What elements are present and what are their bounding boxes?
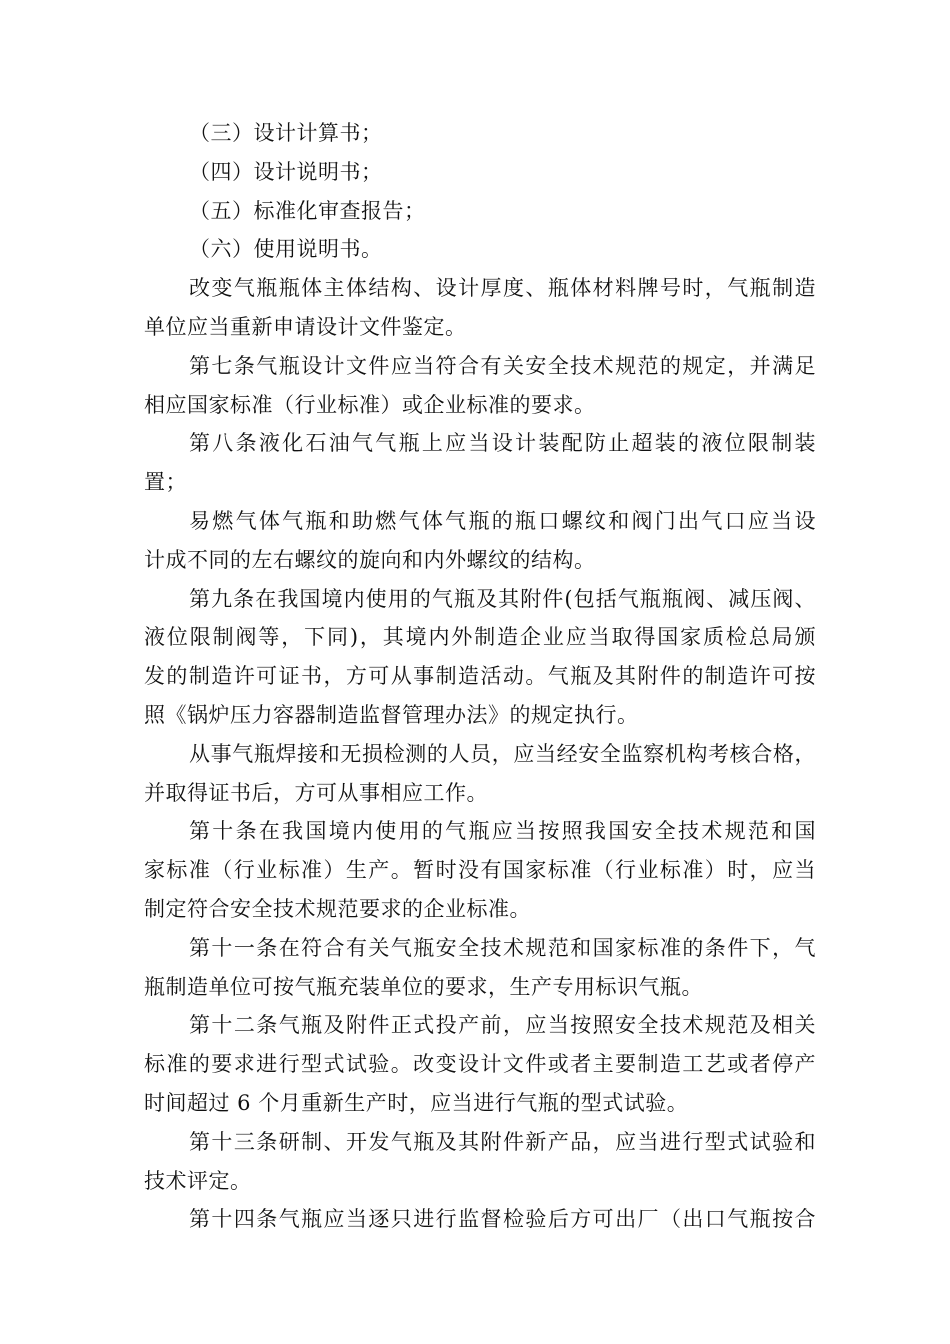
paragraph-line: 易燃气体气瓶和助燃气体气瓶的瓶口螺纹和阀门出气口应当设 — [189, 508, 816, 533]
paragraph-line: 单位应当重新申请设计文件鉴定。 — [144, 314, 467, 339]
article-9-line: 液位限制阀等，下同)，其境内外制造企业应当取得国家质检总局颁 — [144, 625, 816, 650]
list-item-design-calculation: （三）设计计算书； — [189, 121, 383, 145]
article-14-line: 第十四条气瓶应当逐只进行监督检验后方可出厂（出口气瓶按合 — [189, 1207, 816, 1232]
article-7-line: 第七条气瓶设计文件应当符合有关安全技术规范的规定，并满足 — [189, 353, 816, 378]
paragraph-line: 计成不同的左右螺纹的旋向和内外螺纹的结构。 — [144, 547, 596, 572]
article-9-line: 照《锅炉压力容器制造监督管理办法》的规定执行。 — [144, 702, 639, 727]
article-12-line: 标准的要求进行型式试验。改变设计文件或者主要制造工艺或者停产 — [144, 1052, 816, 1077]
article-9-line: 发的制造许可证书，方可从事制造活动。气瓶及其附件的制造许可按 — [144, 664, 816, 689]
article-13-line: 技术评定。 — [144, 1168, 252, 1193]
article-8-line: 置； — [144, 470, 187, 495]
article-11-line: 第十一条在符合有关气瓶安全技术规范和国家标准的条件下，气 — [189, 935, 816, 960]
article-11-line: 瓶制造单位可按气瓶充装单位的要求，生产专用标识气瓶。 — [144, 974, 703, 999]
list-item-design-description: （四）设计说明书； — [189, 159, 383, 184]
article-12-line: 时间超过 6 个月重新生产时，应当进行气瓶的型式试验。 — [144, 1090, 689, 1115]
article-10-line: 第十条在我国境内使用的气瓶应当按照我国安全技术规范和国 — [189, 819, 816, 844]
article-9-line: 第九条在我国境内使用的气瓶及其附件(包括气瓶瓶阀、减压阀、 — [189, 586, 816, 611]
paragraph-line: 并取得证书后，方可从事相应工作。 — [144, 780, 488, 805]
article-8-line: 第八条液化石油气气瓶上应当设计装配防止超装的液位限制装 — [189, 431, 816, 456]
article-10-line: 家标准（行业标准）生产。暂时没有国家标准（行业标准）时，应当 — [144, 858, 816, 883]
article-12-line: 第十二条气瓶及附件正式投产前，应当按照安全技术规范及相关 — [189, 1013, 816, 1038]
article-10-line: 制定符合安全技术规范要求的企业标准。 — [144, 896, 531, 921]
paragraph-line: 从事气瓶焊接和无损检测的人员，应当经安全监察机构考核合格， — [189, 741, 816, 766]
document-body — [144, 114, 816, 1239]
list-item-standardization-report: （五）标准化审查报告； — [189, 198, 426, 223]
paragraph-line: 改变气瓶瓶体主体结构、设计厚度、瓶体材料牌号时，气瓶制造 — [189, 276, 816, 301]
article-13-line: 第十三条研制、开发气瓶及其附件新产品，应当进行型式试验和 — [189, 1129, 816, 1154]
list-item-user-manual: （六）使用说明书。 — [189, 237, 383, 262]
article-7-line: 相应国家标准（行业标准）或企业标准的要求。 — [144, 392, 596, 417]
